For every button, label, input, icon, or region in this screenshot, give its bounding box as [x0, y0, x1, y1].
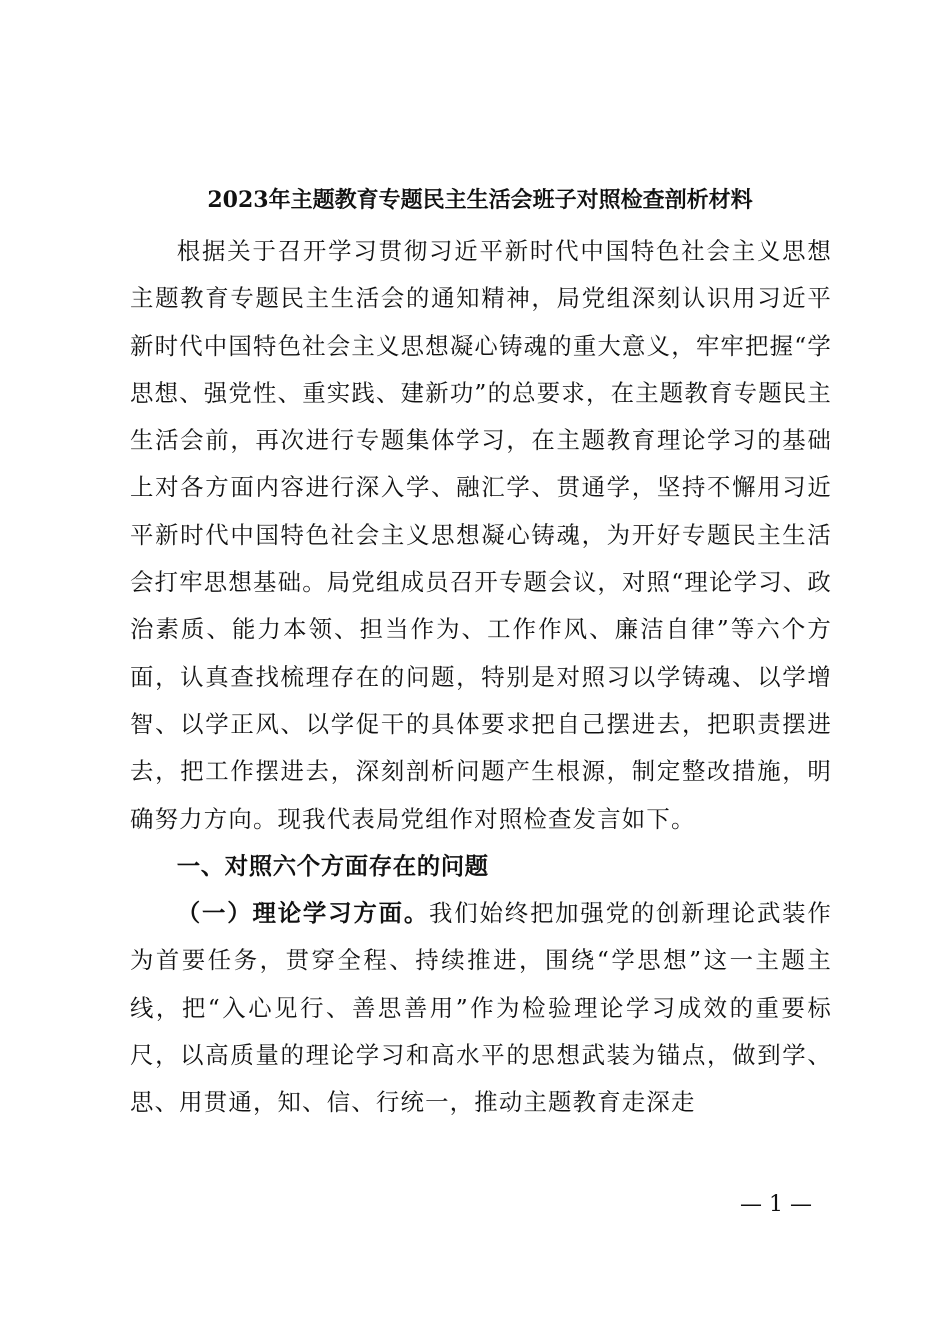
- page-number: — 1 —: [740, 1192, 812, 1217]
- subsection-paragraph: [130, 890, 832, 1126]
- document-title: 2023年主题教育专题民主生活会班子对照检查剖析材料: [207, 187, 753, 213]
- intro-paragraph: 根据关于召开学习贯彻习近平新时代中国特色社会主义思想主题教育专题民主生活会的通知精神，局党组深刻认识用习近平新时代中国特色社会主义思想凝心铸魂的重大意义，牢牢把握“学思想、强党性、重实践、建新功”的总要求，在主题教育专题民主生活会前，再次进行专题集体学习，在主题教育理论学习的基础上对各方面内容进行深入学、融汇学、贯通学，坚持不懈用习近平新时代中国特色社会主义思想凝心铸魂，为开好专题民主生活会打牢思想基础。局党组成员召开专题会议，对照“理论学习、政治素质、能力本领、担当作为、工作作风、廉洁自律”等六个方面，认真查找梳理存在的问题，特别是对照习以学铸魂、以学增智、以学正风、以学促干的具体要求把自己摆进去，把职责摆进去，把工作摆进去，深刻剖析问题产生根源，制定整改措施，明确努力方向。现我代表局党组作对照检查发言如下。: [130, 237, 832, 833]
- subsection-text: 我们始终把加强党的创新理论武装作为首要任务，贯穿全程、持续推进，围绕“学思想”这一主题主线，把“入心见行、善思善用”作为检验理论学习成效的重要标尺，以高质量的理论学习和高水平的思想武装为锚点，做到学、思、用贯通，知、信、行统一，推动主题教育走深走: [130, 899, 833, 1117]
- document-body: [130, 228, 832, 1127]
- subsection-label: （一）理论学习方面。: [176, 899, 430, 928]
- section-heading: 一、对照六个方面存在的问题: [176, 851, 489, 880]
